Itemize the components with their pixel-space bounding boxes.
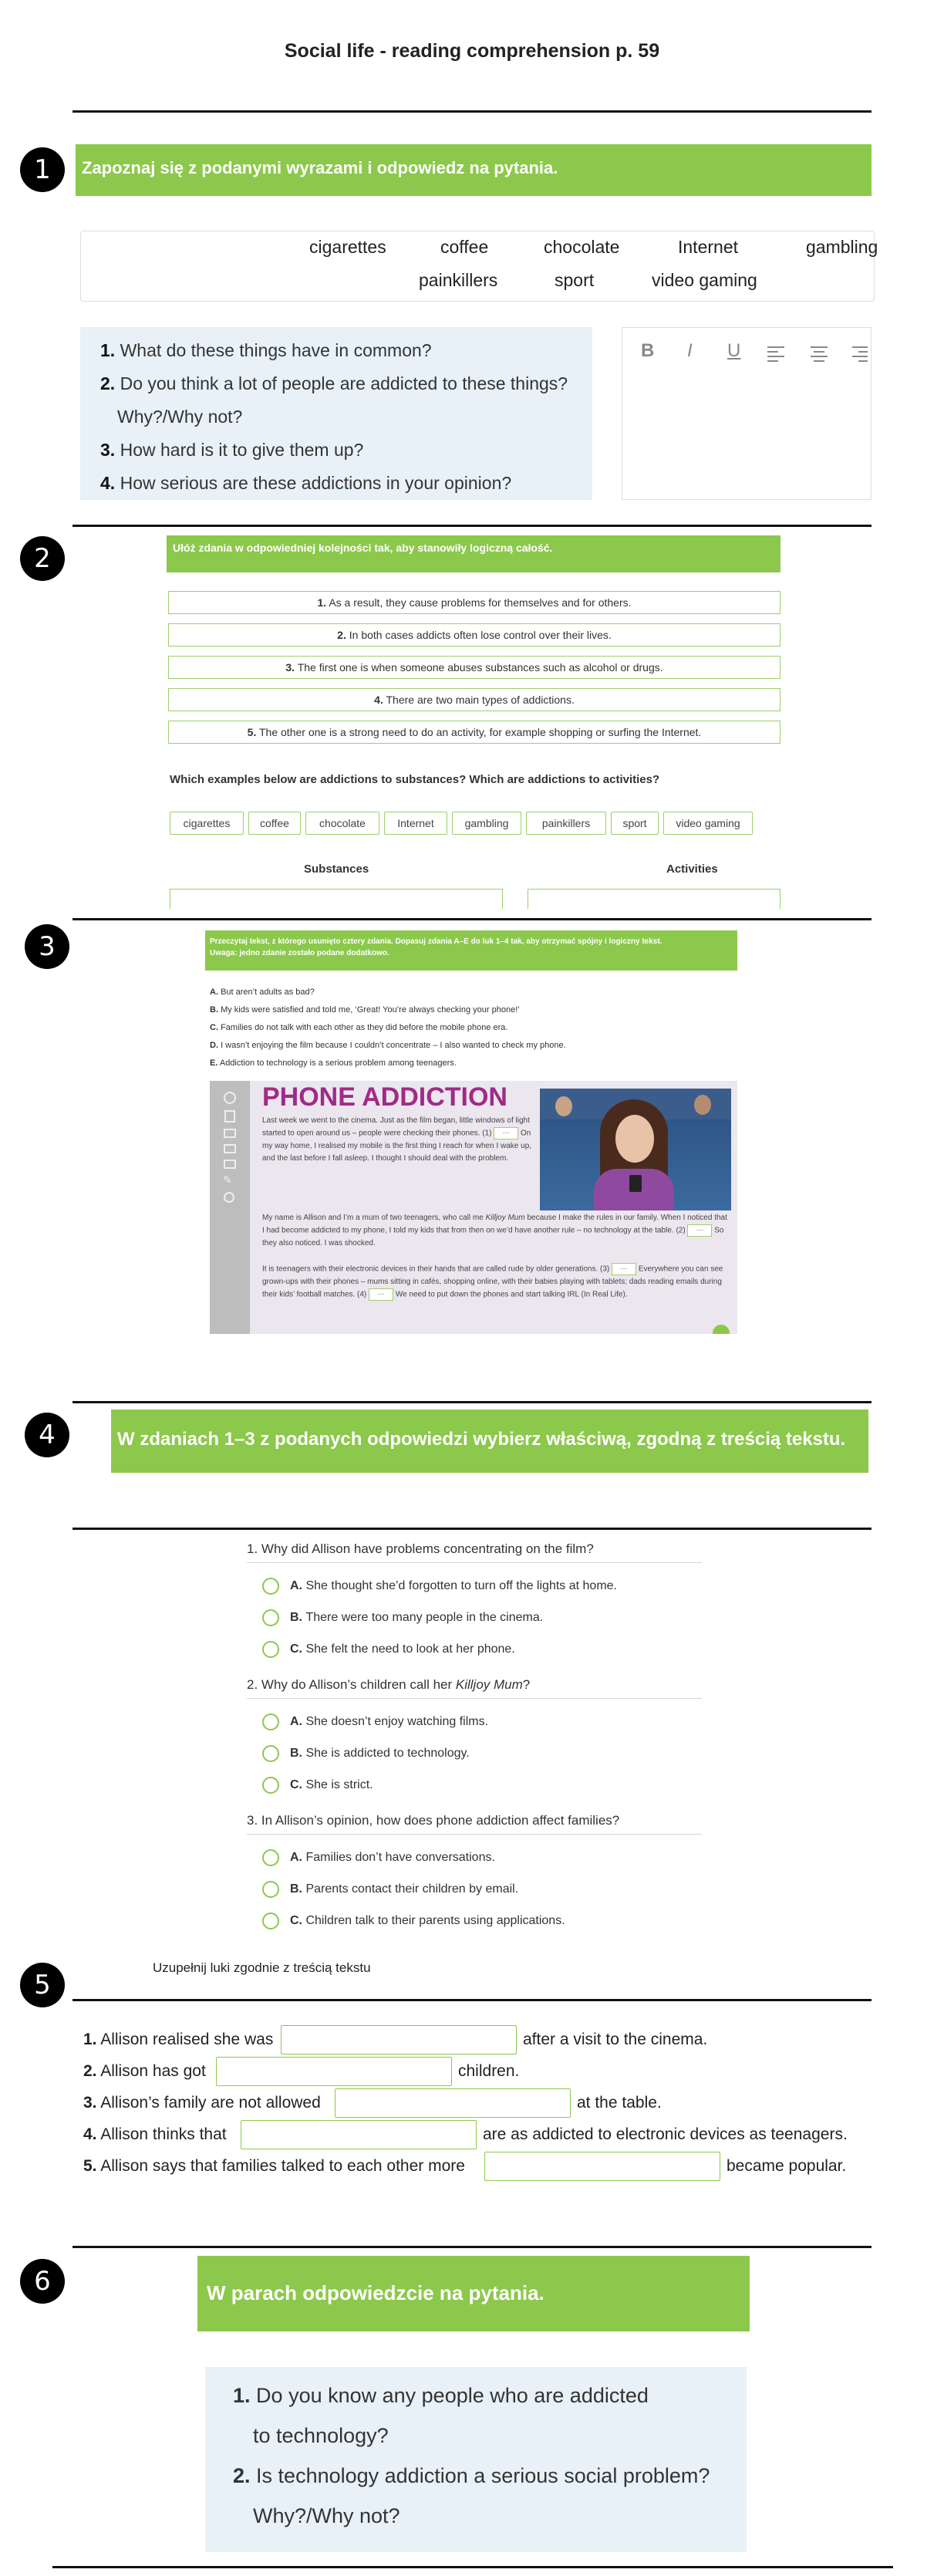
- layers-icon[interactable]: [224, 1144, 236, 1153]
- section-divider: [72, 1401, 872, 1403]
- draggable-sentence[interactable]: 4. There are two main types of addictions.: [168, 688, 780, 711]
- section-divider: [72, 2246, 872, 2248]
- fill-sentence-end: after a visit to the cinema.: [523, 2031, 708, 2048]
- gap-input[interactable]: [216, 2057, 452, 2086]
- discussion-questions: [80, 327, 592, 500]
- radio-button[interactable]: [262, 1849, 279, 1866]
- word: Internet: [678, 237, 738, 257]
- sentence-options: [210, 984, 566, 1072]
- article-title: PHONE ADDICTION: [262, 1082, 507, 1112]
- radio-button[interactable]: [262, 1609, 279, 1626]
- italic-button[interactable]: I: [687, 340, 693, 361]
- answer-option[interactable]: B. She is addicted to technology.: [262, 1745, 470, 1762]
- radio-button[interactable]: [262, 1713, 279, 1730]
- align-right-icon[interactable]: [852, 343, 868, 365]
- exercise-instruction: Ułóż zdania w odpowiedniej kolejności tak, aby stanowiły logiczną całość.: [167, 535, 780, 572]
- option-item: C. Families do not talk with each other as they did before the mobile phone era.: [210, 1023, 508, 1032]
- word: cigarettes: [309, 237, 386, 257]
- pen-icon[interactable]: ✎: [223, 1173, 232, 1186]
- fill-sentence: 3. Allison’s family are not allowed: [83, 2094, 321, 2112]
- column-header-substances: Substances: [304, 863, 369, 876]
- option-item: E. Addiction to technology is a serious problem among teenagers.: [210, 1058, 457, 1068]
- draggable-sentence[interactable]: 3. The first one is when someone abuses substances such as alcohol or drugs.: [168, 656, 780, 679]
- exercise-instruction: W zdaniach 1–3 z podanych odpowiedzi wybierz właściwą, zgodną z treścią tekstu.: [111, 1410, 868, 1473]
- mcq-question: 1. Why did Allison have problems concentrating on the film?: [247, 1541, 594, 1556]
- align-left-icon[interactable]: [767, 343, 784, 365]
- draggable-tag[interactable]: gambling: [452, 812, 521, 835]
- question-item: 4. How serious are these addictions in your opinion?: [100, 473, 512, 493]
- section-divider: [72, 1528, 872, 1530]
- underline-button[interactable]: U: [727, 340, 741, 361]
- question-item: 2. Do you think a lot of people are addicted to these things?: [100, 373, 568, 393]
- article-illustration: [540, 1089, 731, 1210]
- radio-button[interactable]: [262, 1913, 279, 1929]
- fill-sentence-end: are as addicted to electronic devices as teenagers.: [483, 2125, 848, 2143]
- divider: [247, 1698, 702, 1699]
- draggable-tag[interactable]: cigarettes: [170, 812, 244, 835]
- search-icon[interactable]: [224, 1092, 236, 1104]
- instruction-line: Przeczytaj tekst, z którego usunięto cztery zdania. Dopasuj zdania A–E do luk 1–4 tak, aby otrzymać spójny i logiczny tekst.: [210, 937, 662, 946]
- draggable-tag[interactable]: video gaming: [663, 812, 753, 835]
- word: video gaming: [652, 270, 757, 290]
- radio-button[interactable]: [262, 1881, 279, 1898]
- fill-sentence: 1. Allison realised she was: [83, 2031, 274, 2048]
- article-panel: [210, 1081, 737, 1334]
- draggable-tag[interactable]: Internet: [384, 812, 447, 835]
- drop-zone-substances[interactable]: [170, 889, 503, 909]
- section-divider: [52, 2566, 893, 2568]
- exercise-instruction: Uzupełnij luki zgodnie z treścią tekstu: [153, 1960, 371, 1975]
- question-item-continued: Why?/Why not?: [117, 407, 243, 427]
- exercise-number-badge: 2: [20, 536, 65, 581]
- draggable-tag[interactable]: chocolate: [305, 812, 379, 835]
- answer-option[interactable]: B. Parents contact their children by email.: [262, 1881, 518, 1898]
- image-icon[interactable]: [224, 1129, 236, 1138]
- section-divider: [72, 1999, 872, 2001]
- word: chocolate: [544, 237, 620, 257]
- exercise-number-badge: 4: [25, 1413, 69, 1457]
- draggable-sentence[interactable]: 5. The other one is a strong need to do an activity, for example shopping or surfing the Internet.: [168, 721, 780, 744]
- word: sport: [555, 270, 595, 290]
- answer-option[interactable]: C. Children talk to their parents using applications.: [262, 1913, 565, 1929]
- page-title: Social life - reading comprehension p. 59: [284, 40, 660, 62]
- gap-input-3[interactable]: ---: [612, 1263, 636, 1275]
- answer-option[interactable]: A. Families don’t have conversations.: [262, 1849, 495, 1866]
- draggable-sentence[interactable]: 2. In both cases addicts often lose control over their lives.: [168, 623, 780, 647]
- word: gambling: [806, 237, 878, 257]
- fill-sentence-end: children.: [458, 2062, 520, 2080]
- word: painkillers: [419, 270, 498, 290]
- text-editor[interactable]: [622, 327, 872, 500]
- word: coffee: [440, 237, 489, 257]
- answer-option[interactable]: A. She thought she’d forgotten to turn off the lights at home.: [262, 1578, 617, 1595]
- divider: [247, 1834, 702, 1835]
- exercise-number-badge: 6: [20, 2259, 65, 2304]
- exercise-number-badge: 5: [20, 1963, 65, 2007]
- gap-input[interactable]: [335, 2088, 571, 2118]
- gap-input[interactable]: [281, 2025, 517, 2054]
- section-divider: [72, 525, 872, 527]
- option-item: B. My kids were satisfied and told me, ‘Great! You’re always checking your phone!’: [210, 1005, 520, 1015]
- option-item: A. But aren’t adults as bad?: [210, 988, 315, 997]
- article-paragraph-3: It is teenagers with their electronic devices in their hands that are called rude by older generations. (3) --- Everywhere you can see grown-ups with their phones – mums sitting in cafés, shopping online, with their babies playing with tablets; dads reading emails during their kids’ football matches. (4) --- We need to put down the phones and start talking IRL (In Real Life).: [262, 1263, 730, 1301]
- instruction-line: Uwaga: jedno zdanie zostało podane dodatkowo.: [210, 949, 389, 957]
- exercise-instruction: [205, 930, 737, 971]
- draggable-tag[interactable]: coffee: [248, 812, 301, 835]
- word-bank: [80, 231, 878, 302]
- settings-icon[interactable]: [224, 1192, 234, 1203]
- option-item: D. I wasn’t enjoying the film because I couldn’t concentrate – I also wanted to check my phone.: [210, 1041, 566, 1050]
- page-icon[interactable]: [224, 1110, 235, 1123]
- sorting-question: Which examples below are addictions to substances? Which are addictions to activities?: [170, 773, 660, 786]
- answer-option[interactable]: C. She felt the need to look at her phone.: [262, 1641, 515, 1658]
- answer-option[interactable]: A. She doesn’t enjoy watching films.: [262, 1713, 488, 1730]
- question-item: 1. What do these things have in common?: [100, 340, 432, 360]
- mcq-question: 2. Why do Allison’s children call her Killjoy Mum?: [247, 1677, 531, 1692]
- divider: [247, 1562, 702, 1563]
- exercise-instruction: Zapoznaj się z podanymi wyrazami i odpowiedz na pytania.: [76, 144, 872, 196]
- answer-option[interactable]: C. She is strict.: [262, 1777, 373, 1794]
- page-sidebar: [210, 1081, 250, 1334]
- question-item: 1. Do you know any people who are addicted: [233, 2384, 649, 2407]
- fill-sentence: 2. Allison has got: [83, 2062, 206, 2080]
- question-item-continued: Why?/Why not?: [253, 2504, 400, 2527]
- fill-sentence: 4. Allison thinks that: [83, 2125, 227, 2143]
- bold-button[interactable]: B: [641, 340, 655, 361]
- gap-input-4[interactable]: ---: [369, 1288, 393, 1301]
- copy-icon[interactable]: [224, 1160, 236, 1169]
- fill-sentence-end: at the table.: [577, 2094, 662, 2112]
- radio-button[interactable]: [262, 1745, 279, 1762]
- exercise-number-badge: 3: [25, 924, 69, 969]
- article-paragraph-2: My name is Allison and I’m a mum of two teenagers, who call me Killjoy Mum because I make the rules in our family. When I noticed that I had become addicted to my phone, I told my kids that from then on we’d have another rule – no technology at the table. (2) --- So they also noticed. I was shocked.: [262, 1214, 727, 1247]
- draggable-tag[interactable]: sport: [611, 812, 659, 835]
- section-divider: [72, 110, 872, 113]
- check-button[interactable]: [713, 1325, 730, 1334]
- answer-option[interactable]: B. There were too many people in the cinema.: [262, 1609, 543, 1626]
- fill-sentence: 5. Allison says that families talked to each other more: [83, 2157, 465, 2175]
- radio-button[interactable]: [262, 1641, 279, 1658]
- gap-input[interactable]: [484, 2152, 720, 2181]
- exercise-instruction: W parach odpowiedzcie na pytania.: [197, 2256, 750, 2331]
- exercise-number-badge: 1: [20, 147, 65, 192]
- gap-input-2[interactable]: ---: [687, 1224, 712, 1237]
- fill-sentence-end: became popular.: [727, 2157, 847, 2175]
- discussion-questions: [205, 2367, 747, 2552]
- draggable-sentence[interactable]: 1. As a result, they cause problems for themselves and for others.: [168, 591, 780, 614]
- radio-button[interactable]: [262, 1777, 279, 1794]
- gap-input-1[interactable]: ---: [494, 1127, 518, 1139]
- drop-zone-activities[interactable]: [528, 889, 780, 909]
- question-item-continued: to technology?: [253, 2424, 389, 2447]
- article-paragraph-1: Last week we went to the cinema. Just as the film began, little windows of light started to open around us – people were checking their phones. (1) --- On my way home, I realised my mobile is the first thing I reach for when I wake up, and the last before I fall asleep. I thought I should deal with the problem.: [262, 1116, 532, 1163]
- mcq-question: 3. In Allison’s opinion, how does phone addiction affect families?: [247, 1813, 620, 1828]
- align-center-icon[interactable]: [811, 343, 828, 365]
- column-header-activities: Activities: [666, 863, 718, 876]
- question-item: 2. Is technology addiction a serious social problem?: [233, 2464, 710, 2487]
- gap-input[interactable]: [241, 2120, 477, 2149]
- draggable-tag[interactable]: painkillers: [526, 812, 606, 835]
- section-divider: [72, 918, 872, 920]
- question-item: 3. How hard is it to give them up?: [100, 440, 364, 460]
- radio-button[interactable]: [262, 1578, 279, 1595]
